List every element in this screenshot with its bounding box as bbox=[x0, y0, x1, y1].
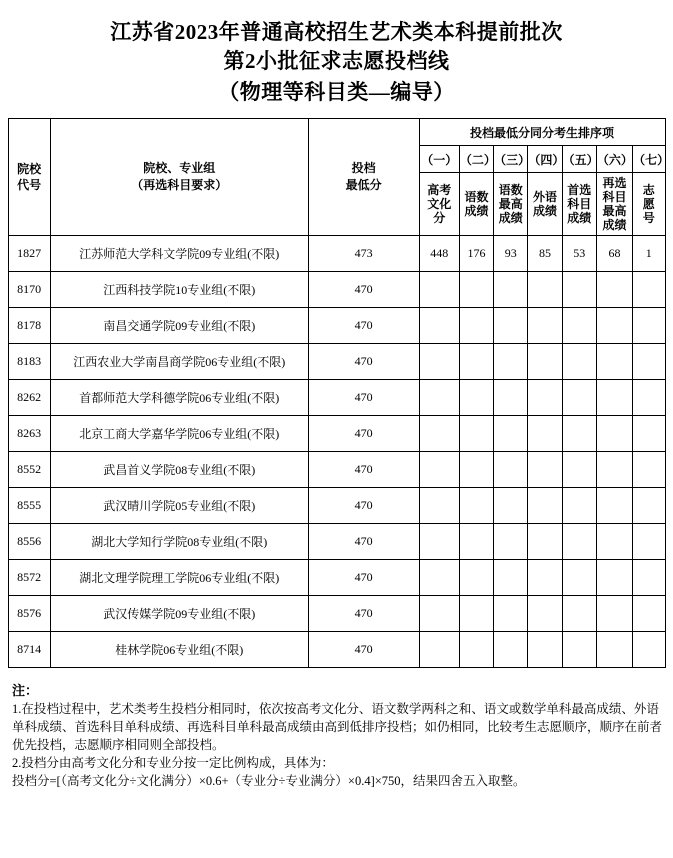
cell-rank-5 bbox=[562, 524, 596, 560]
header-school-code: 院校 代号 bbox=[8, 119, 50, 236]
cell-school-name: 北京工商大学嘉华学院06专业组(不限) bbox=[50, 416, 308, 452]
cell-rank-5 bbox=[562, 272, 596, 308]
cell-rank-3 bbox=[494, 596, 528, 632]
cell-rank-2 bbox=[459, 416, 493, 452]
notes-section bbox=[12, 682, 663, 790]
cell-rank-6 bbox=[596, 308, 632, 344]
cell-rank-3 bbox=[494, 380, 528, 416]
cell-rank-7: 1 bbox=[633, 236, 665, 272]
cell-rank-1 bbox=[419, 632, 459, 668]
cell-school-code: 8263 bbox=[8, 416, 50, 452]
cell-rank-7 bbox=[633, 596, 665, 632]
cell-rank-1 bbox=[419, 524, 459, 560]
cell-school-code: 8170 bbox=[8, 272, 50, 308]
cell-school-code: 8555 bbox=[8, 488, 50, 524]
cell-rank-6 bbox=[596, 488, 632, 524]
cell-school-name: 武汉晴川学院05专业组(不限) bbox=[50, 488, 308, 524]
cell-min-score: 470 bbox=[308, 488, 419, 524]
cell-rank-6 bbox=[596, 452, 632, 488]
header-item-chinese-math-max: 语数 最高 成绩 bbox=[494, 173, 528, 236]
cell-rank-1 bbox=[419, 308, 459, 344]
document-title bbox=[0, 0, 673, 108]
cell-rank-3 bbox=[494, 416, 528, 452]
cell-rank-2 bbox=[459, 308, 493, 344]
table-row bbox=[8, 524, 665, 560]
cell-rank-6 bbox=[596, 416, 632, 452]
cell-rank-7 bbox=[633, 524, 665, 560]
cell-rank-5 bbox=[562, 344, 596, 380]
cell-rank-4 bbox=[528, 560, 562, 596]
cell-rank-2 bbox=[459, 344, 493, 380]
cell-rank-3 bbox=[494, 344, 528, 380]
cell-rank-4 bbox=[528, 416, 562, 452]
admission-scores-table bbox=[8, 118, 670, 668]
cell-rank-4 bbox=[528, 524, 562, 560]
table-row bbox=[8, 632, 665, 668]
cell-rank-6 bbox=[596, 380, 632, 416]
table-row bbox=[8, 308, 665, 344]
cell-rank-5 bbox=[562, 308, 596, 344]
cell-rank-3: 93 bbox=[494, 236, 528, 272]
cell-rank-5 bbox=[562, 380, 596, 416]
table-row bbox=[8, 272, 665, 308]
header-item-second-choice-subject: 再选 科目 最高 成绩 bbox=[596, 173, 632, 236]
cell-rank-7 bbox=[633, 632, 665, 668]
cell-rank-2 bbox=[459, 596, 493, 632]
header-rank-6: （六） bbox=[596, 146, 632, 173]
cell-rank-4 bbox=[528, 632, 562, 668]
cell-rank-2: 176 bbox=[459, 236, 493, 272]
table-row bbox=[8, 344, 665, 380]
header-rank-1: （一） bbox=[419, 146, 459, 173]
cell-school-code: 8178 bbox=[8, 308, 50, 344]
header-min-score: 投档 最低分 bbox=[308, 119, 419, 236]
table-row bbox=[8, 236, 665, 272]
cell-rank-5 bbox=[562, 416, 596, 452]
cell-rank-7 bbox=[633, 308, 665, 344]
cell-rank-5 bbox=[562, 488, 596, 524]
cell-rank-2 bbox=[459, 272, 493, 308]
cell-school-name: 南昌交通学院09专业组(不限) bbox=[50, 308, 308, 344]
cell-school-code: 8262 bbox=[8, 380, 50, 416]
table-row bbox=[8, 416, 665, 452]
cell-rank-4 bbox=[528, 344, 562, 380]
cell-rank-4 bbox=[528, 272, 562, 308]
cell-rank-2 bbox=[459, 380, 493, 416]
cell-rank-7 bbox=[633, 560, 665, 596]
cell-rank-7 bbox=[633, 488, 665, 524]
cell-rank-4 bbox=[528, 380, 562, 416]
title-line-1: 江苏省2023年普通高校招生艺术类本科提前批次 bbox=[110, 20, 563, 44]
cell-school-name: 武汉传媒学院09专业组(不限) bbox=[50, 596, 308, 632]
cell-school-code: 8572 bbox=[8, 560, 50, 596]
cell-school-code: 8552 bbox=[8, 452, 50, 488]
cell-rank-5: 53 bbox=[562, 236, 596, 272]
cell-rank-7 bbox=[633, 380, 665, 416]
header-item-foreign-language: 外语 成绩 bbox=[528, 173, 562, 236]
table-row bbox=[8, 380, 665, 416]
cell-min-score: 470 bbox=[308, 416, 419, 452]
cell-min-score: 470 bbox=[308, 308, 419, 344]
cell-school-code: 8556 bbox=[8, 524, 50, 560]
cell-rank-5 bbox=[562, 452, 596, 488]
note-item-2: 2.投档分由高考文化分和专业分按一定比例构成，具体为： bbox=[12, 756, 334, 770]
cell-rank-5 bbox=[562, 632, 596, 668]
cell-rank-6 bbox=[596, 596, 632, 632]
cell-min-score: 473 bbox=[308, 236, 419, 272]
note-item-1: 1.在投档过程中，艺术类考生投档分相同时，依次按高考文化分、语文数学两科之和、语文或数学单科最高成绩、外语单科成绩、首选科目单科成绩、再选科目单科最高成绩由高到低排序投档；如仍相同，比较考生志愿顺序，顺序在前者优先投档，志愿顺序相同则全部投档。 bbox=[12, 702, 663, 752]
cell-rank-6 bbox=[596, 632, 632, 668]
cell-rank-1 bbox=[419, 488, 459, 524]
cell-rank-1 bbox=[419, 416, 459, 452]
header-item-first-choice-subject: 首选 科目 成绩 bbox=[562, 173, 596, 236]
cell-rank-1 bbox=[419, 272, 459, 308]
cell-rank-3 bbox=[494, 524, 528, 560]
cell-rank-7 bbox=[633, 452, 665, 488]
cell-min-score: 470 bbox=[308, 596, 419, 632]
table-row bbox=[8, 452, 665, 488]
note-item-2-formula: 投档分=[（高考文化分÷文化满分）×0.6+（专业分÷专业满分）×0.4]×750，结果四舍五入取整。 bbox=[12, 774, 526, 788]
cell-school-code: 8576 bbox=[8, 596, 50, 632]
cell-rank-3 bbox=[494, 560, 528, 596]
cell-rank-7 bbox=[633, 344, 665, 380]
cell-rank-1: 448 bbox=[419, 236, 459, 272]
cell-school-code: 8714 bbox=[8, 632, 50, 668]
cell-rank-6 bbox=[596, 560, 632, 596]
cell-min-score: 470 bbox=[308, 380, 419, 416]
header-rank-4: （四） bbox=[528, 146, 562, 173]
cell-rank-6 bbox=[596, 524, 632, 560]
cell-rank-4 bbox=[528, 452, 562, 488]
cell-rank-4 bbox=[528, 596, 562, 632]
cell-min-score: 470 bbox=[308, 452, 419, 488]
cell-rank-5 bbox=[562, 596, 596, 632]
cell-school-name: 首都师范大学科德学院06专业组(不限) bbox=[50, 380, 308, 416]
header-rank-3: （三） bbox=[494, 146, 528, 173]
title-line-2: 第2小批征求志愿投档线 bbox=[223, 49, 450, 73]
cell-school-name: 江苏师范大学科文学院09专业组(不限) bbox=[50, 236, 308, 272]
cell-school-name: 江西农业大学南昌商学院06专业组(不限) bbox=[50, 344, 308, 380]
cell-min-score: 470 bbox=[308, 560, 419, 596]
cell-rank-7 bbox=[633, 416, 665, 452]
cell-min-score: 470 bbox=[308, 272, 419, 308]
cell-min-score: 470 bbox=[308, 632, 419, 668]
cell-rank-5 bbox=[562, 560, 596, 596]
cell-min-score: 470 bbox=[308, 524, 419, 560]
cell-min-score: 470 bbox=[308, 344, 419, 380]
cell-rank-3 bbox=[494, 632, 528, 668]
cell-rank-1 bbox=[419, 344, 459, 380]
title-line-3: （物理等科目类—编导） bbox=[218, 80, 455, 104]
cell-school-code: 1827 bbox=[8, 236, 50, 272]
cell-rank-4 bbox=[528, 308, 562, 344]
header-rank-5: （五） bbox=[562, 146, 596, 173]
cell-rank-7 bbox=[633, 272, 665, 308]
table-row bbox=[8, 596, 665, 632]
cell-rank-4: 85 bbox=[528, 236, 562, 272]
cell-rank-1 bbox=[419, 596, 459, 632]
table-body bbox=[8, 236, 665, 668]
cell-rank-6 bbox=[596, 272, 632, 308]
cell-rank-3 bbox=[494, 308, 528, 344]
header-item-volunteer-number: 志 愿 号 bbox=[633, 173, 665, 236]
cell-rank-3 bbox=[494, 452, 528, 488]
header-item-culture-score: 高考 文化 分 bbox=[419, 173, 459, 236]
header-rank-7: （七） bbox=[633, 146, 665, 173]
cell-rank-2 bbox=[459, 632, 493, 668]
cell-rank-1 bbox=[419, 560, 459, 596]
header-school-name: 院校、专业组 （再选科目要求） bbox=[50, 119, 308, 236]
cell-school-name: 江西科技学院10专业组(不限) bbox=[50, 272, 308, 308]
header-rank-group: 投档最低分同分考生排序项 bbox=[419, 119, 665, 146]
notes-label: 注： bbox=[12, 683, 39, 698]
table-row bbox=[8, 488, 665, 524]
cell-school-code: 8183 bbox=[8, 344, 50, 380]
cell-rank-1 bbox=[419, 380, 459, 416]
cell-rank-3 bbox=[494, 272, 528, 308]
table-row bbox=[8, 560, 665, 596]
cell-rank-2 bbox=[459, 524, 493, 560]
cell-rank-6 bbox=[596, 344, 632, 380]
cell-rank-2 bbox=[459, 452, 493, 488]
cell-school-name: 桂林学院06专业组(不限) bbox=[50, 632, 308, 668]
header-item-chinese-math-sum: 语数 成绩 bbox=[459, 173, 493, 236]
header-rank-2: （二） bbox=[459, 146, 493, 173]
table-header-row-1 bbox=[8, 119, 665, 146]
cell-school-name: 湖北大学知行学院08专业组(不限) bbox=[50, 524, 308, 560]
cell-rank-3 bbox=[494, 488, 528, 524]
cell-rank-1 bbox=[419, 452, 459, 488]
cell-rank-2 bbox=[459, 488, 493, 524]
cell-rank-4 bbox=[528, 488, 562, 524]
cell-rank-2 bbox=[459, 560, 493, 596]
cell-school-name: 湖北文理学院理工学院06专业组(不限) bbox=[50, 560, 308, 596]
cell-school-name: 武昌首义学院08专业组(不限) bbox=[50, 452, 308, 488]
cell-rank-6: 68 bbox=[596, 236, 632, 272]
